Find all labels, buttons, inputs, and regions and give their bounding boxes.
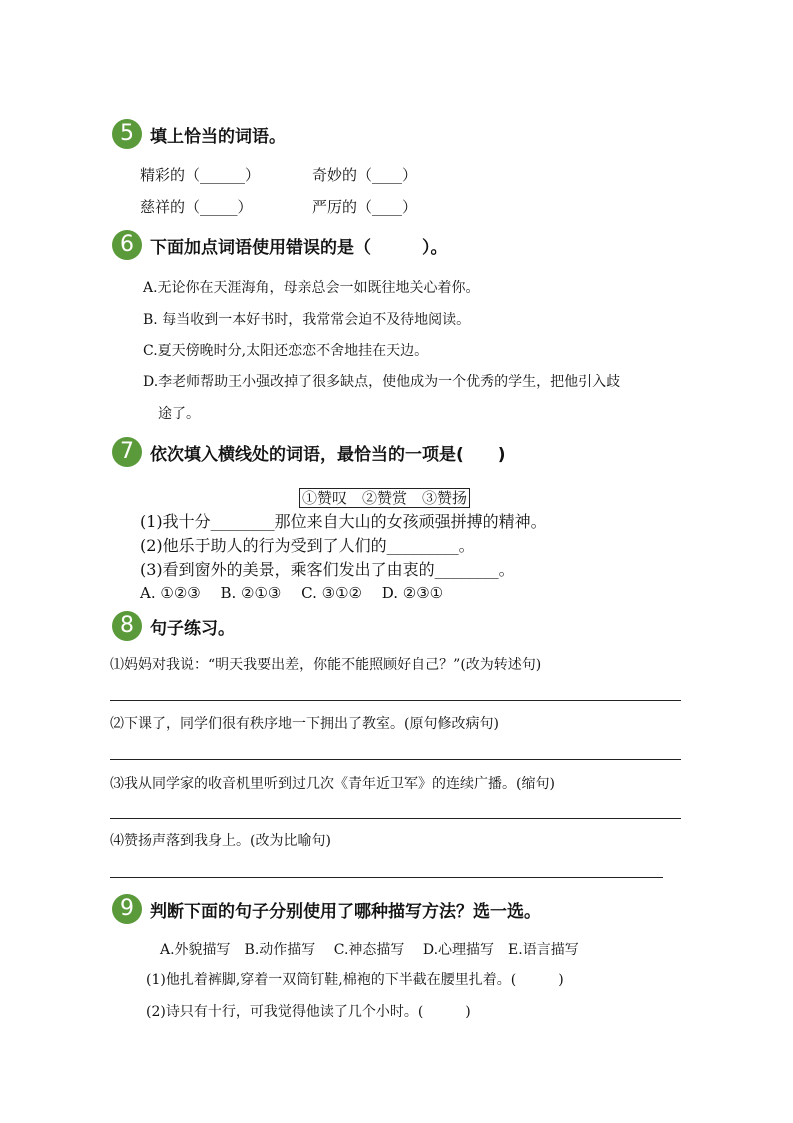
- question-number-badge: 5: [112, 119, 142, 149]
- answer-line[interactable]: [110, 759, 681, 760]
- sentence-exercise: ⑷赞扬声落到我身上。(改为比喻句): [110, 833, 331, 849]
- fill-blank-item: 奇妙的（____）: [312, 166, 418, 184]
- question-title: 下面加点词语使用错误的是（ ）。: [150, 238, 448, 258]
- option-c: C.夏天傍晚时分,太阳还恋恋不舍地挂在天边。: [143, 343, 429, 359]
- description-options: A.外貌描写 B.动作描写 C.神态描写 D.心理描写 E.语言描写: [160, 942, 579, 958]
- fill-blank-item: 精彩的（______）: [140, 166, 261, 184]
- question-number-badge: 9: [112, 894, 142, 924]
- word-choices-box: [299, 487, 470, 508]
- question-title: 句子练习。: [150, 619, 235, 639]
- option-b: B. 每当收到一本好书时，我常常会迫不及待地阅读。: [143, 312, 471, 328]
- word-choices: ①赞叹 ②赞赏 ③赞扬: [299, 488, 470, 508]
- judge-item: (2)诗只有十行，可我觉得他读了几个小时。( ): [146, 1004, 471, 1020]
- fill-blank-item: 慈祥的（_____）: [140, 198, 253, 216]
- sentence-exercise: ⑵下课了，同学们很有秩序地一下拥出了教室。(原句修改病句): [110, 716, 499, 732]
- question-title: 依次填入横线处的词语，最恰当的一项是( ): [150, 445, 506, 465]
- sentence-exercise: ⑴妈妈对我说：“明天我要出差，你能不能照顾好自己？”(改为转述句): [110, 657, 542, 673]
- answer-line[interactable]: [110, 818, 681, 819]
- answer-line[interactable]: [110, 877, 663, 878]
- answer-line[interactable]: [110, 700, 681, 701]
- option-d-continued: 途了。: [158, 406, 200, 422]
- option-d: D.李老师帮助王小强改掉了很多缺点，使他成为一个优秀的学生，把他引入歧: [143, 374, 621, 390]
- question-title: 填上恰当的词语。: [150, 127, 286, 147]
- answer-options: A. ①②③ B. ②①③ C. ③①② D. ②③①: [140, 584, 444, 602]
- question-number-badge: 6: [112, 230, 142, 260]
- sentence-exercise: ⑶我从同学家的收音机里听到过几次《青年近卫军》的连续广播。(缩句): [110, 776, 555, 792]
- question-title: 判断下面的句子分别使用了哪种描写方法？选一选。: [150, 902, 541, 922]
- judge-item: (1)他扎着裤脚,穿着一双筒钉鞋,棉袍的下半截在腰里扎着。( ): [146, 972, 564, 988]
- option-a: A.无论你在天涯海角，母亲总会一如既往地关心着你。: [143, 280, 480, 296]
- fill-line: (2)他乐于助人的行为受到了人们的_________。: [140, 536, 475, 555]
- fill-blank-item: 严厉的（____）: [312, 198, 418, 216]
- question-number-badge: 7: [112, 437, 142, 467]
- fill-line: (3)看到窗外的美景，乘客们发出了由衷的________。: [140, 560, 515, 579]
- question-number-badge: 8: [112, 611, 142, 641]
- fill-line: (1)我十分________那位来自大山的女孩顽强拼搏的精神。: [140, 512, 547, 531]
